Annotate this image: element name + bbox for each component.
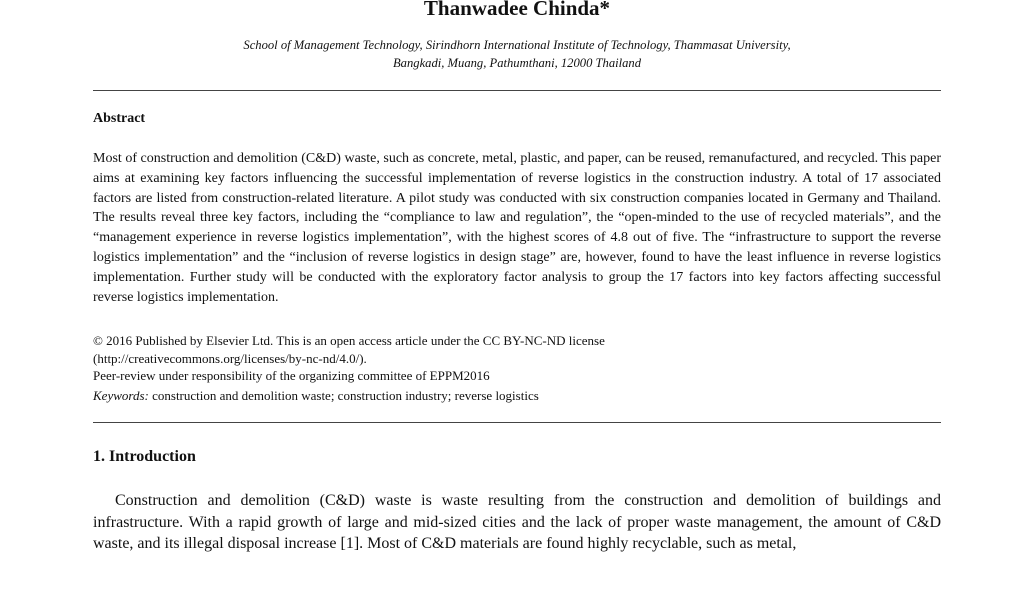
license-link[interactable]: (http://creativecommons.org/licenses/by-nc-nd/4.0/). — [93, 350, 367, 366]
peer-review-note: Peer-review under responsibility of the organizing committee of EPPM2016 — [93, 368, 490, 383]
author-affiliation — [93, 36, 941, 72]
introduction-text: Construction and demolition (C&D) waste is waste resulting from the construction and demolition of buildings and infrastructure. With a rapid growth of large and mid-sized cities and the lack of proper waste management, the amount of C&D waste, and its illegal disposal increase [1]. Most of C&D materials are found highly recyclable, such as metal, — [93, 492, 941, 552]
license-block — [93, 332, 941, 385]
abstract-top-divider — [93, 90, 941, 91]
affiliation-line-1: School of Management Technology, Sirindhorn International Institute of Technology, Thammasat University, — [243, 38, 791, 52]
introduction-heading: 1. Introduction — [93, 448, 196, 465]
keywords-text: construction and demolition waste; construction industry; reverse logistics — [148, 388, 539, 403]
abstract-bottom-divider — [93, 422, 941, 423]
keywords — [93, 387, 941, 405]
abstract-text: Most of construction and demolition (C&D) waste, such as concrete, metal, plastic, and paper, can be reused, remanufactured, and recycled. This paper aims at examining key factors influencing the successful implementation of reverse logistics in the construction industry. A total of 17 associated factors are listed from construction-related literature. A pilot study was conducted with six construction companies located in Germany and Thailand. The results reveal three key factors, including the “compliance to law and regulation”, the “open-minded to the use of recycled materials”, and the “management experience in reverse logistics implementation”, with the highest scores of 4.8 out of five. The “infrastructure to support the reverse logistics implementation” and the “inclusion of reverse logistics in design stage” are, however, found to have the least influence in reverse logistics implementation. Further study will be conducted with the exploratory factor analysis to group the 17 factors into key factors affecting successful reverse logistics implementation. — [93, 151, 941, 305]
keywords-label: Keywords: — [93, 388, 149, 403]
affiliation-line-2: Bangkadi, Muang, Pathumthani, 12000 Thailand — [392, 56, 642, 70]
license-line-1: © 2016 Published by Elsevier Ltd. This is an open access article under the CC BY-NC-ND license — [93, 333, 605, 348]
author-name: Thanwadee Chinda* — [423, 0, 611, 20]
abstract-heading: Abstract — [93, 111, 146, 126]
